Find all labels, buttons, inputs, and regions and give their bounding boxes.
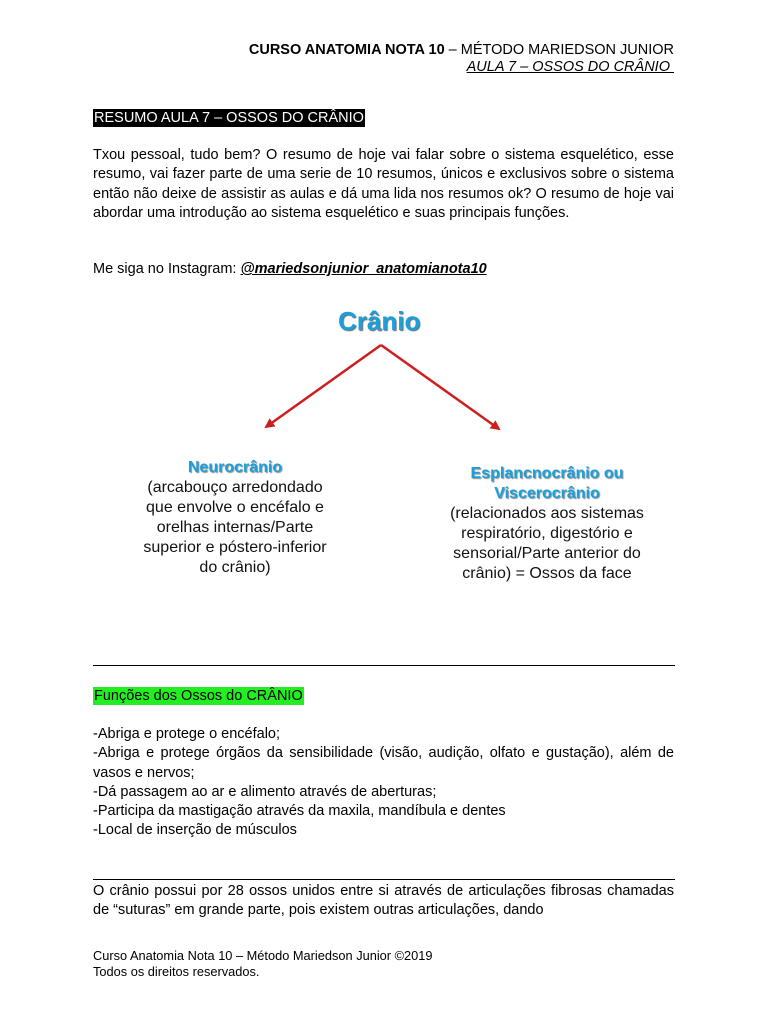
viscerocranio-desc-line: respiratório, digestório e — [461, 525, 633, 542]
viscerocranio-box — [418, 464, 676, 584]
arrow-left — [266, 345, 381, 427]
footer-copyright: Curso Anatomia Nota 10 – Método Mariedson Junior ©2019 — [93, 948, 433, 963]
neurocranio-desc-line: que envolve o encéfalo e — [146, 499, 324, 516]
neurocranio-desc-line: orelhas internas/Parte — [156, 519, 314, 536]
functions-title: Funções dos Ossos do CRÂNIO — [94, 688, 303, 704]
lesson-header: AULA 7 – OSSOS DO CRÂNIO — [466, 59, 674, 75]
function-item: -Local de inserção de músculos — [93, 822, 297, 839]
neurocranio-title: Neurocrânio — [187, 459, 283, 476]
diagram-title: Crânio — [338, 306, 421, 336]
function-item: -Abriga e protege órgãos da sensibilidade (visão, audição, olfato e gustação), além de vasos e nervos; — [93, 745, 674, 781]
page-footer — [93, 948, 433, 980]
viscerocranio-desc-line: (relacionados aos sistemas — [450, 505, 644, 522]
viscerocranio-title-line: Esplancnocrânio ou — [470, 465, 624, 482]
viscerocranio-desc-line: crânio) = Ossos da face — [462, 565, 632, 582]
neurocranio-desc-line: (arcabouço arredondado — [147, 479, 323, 496]
footer-rights: Todos os direitos reservados. — [93, 964, 260, 979]
viscerocranio-title-line: Viscerocrânio — [494, 485, 600, 502]
viscerocranio-desc-line: sensorial/Parte anterior do — [453, 545, 641, 562]
function-item: -Dá passagem ao ar e alimento através de aberturas; — [93, 783, 437, 800]
course-method: – MÉTODO MARIEDSON JUNIOR — [444, 42, 674, 58]
neurocranio-desc-line: superior e póstero-inferior — [143, 539, 327, 556]
functions-list — [93, 725, 674, 841]
course-header — [249, 42, 674, 58]
summary-title: RESUMO AULA 7 – OSSOS DO CRÂNIO — [94, 110, 364, 126]
instagram-line — [93, 261, 487, 277]
neurocranio-box — [110, 458, 360, 578]
divider — [93, 665, 675, 666]
instagram-handle-link[interactable]: @mariedsonjunior_anatomianota10 — [240, 261, 487, 277]
divider — [93, 879, 675, 880]
intro-paragraph: Txou pessoal, tudo bem? O resumo de hoje vai falar sobre o sistema esquelético, esse resumo, vai fazer parte de uma serie de 10 resumos, únicos e exclusivos sobre o sistema então não deixe de assistir as aulas e dá uma lida nos resumos ok? O resumo de hoje vai abordar uma introdução ao sistema esquelético e suas principais funções. — [93, 147, 674, 221]
arrow-right — [381, 345, 499, 429]
function-item: -Abriga e protege o encéfalo; — [93, 726, 281, 742]
cranium-diagram — [100, 300, 680, 600]
closing-paragraph: O crânio possui por 28 ossos unidos entre si através de articulações fibrosas chamadas de “suturas” em grande parte, pois existem outras articulações, dando — [93, 883, 674, 919]
function-item: -Participa da mastigação através da maxila, mandíbula e dentes — [93, 803, 506, 820]
neurocranio-desc-line: do crânio) — [199, 559, 271, 576]
course-name: CURSO ANATOMIA NOTA 10 — [248, 42, 445, 58]
instagram-label: Me siga no Instagram: — [93, 261, 241, 277]
